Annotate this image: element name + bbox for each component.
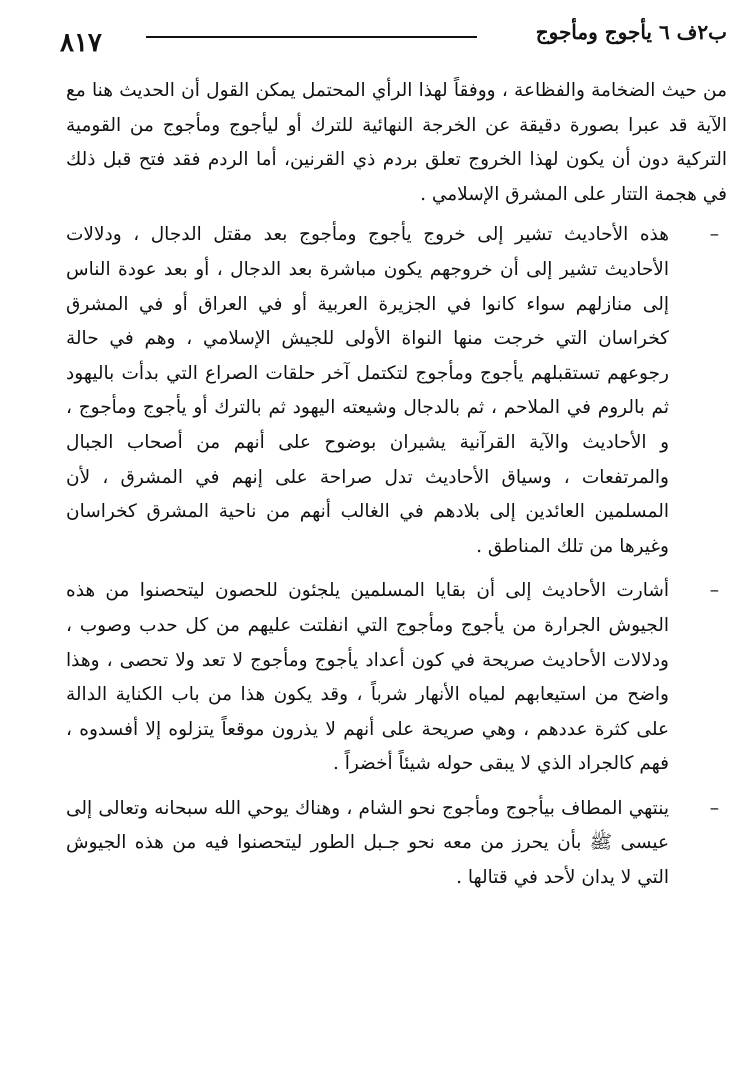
page-number: ٨١٧ [60, 28, 102, 58]
running-title: ب٢ف ٦ يأجوج ومأجوج [535, 20, 727, 44]
header-rule [146, 36, 477, 38]
bullet-text: ينتهي المطاف بيأجوج ومأجوج نحو الشام ، وهناك يوحي الله سبحانه وتعالى إلى عيسى ﷺ بأن يحرز من معه نحو جـبل الطور ليتحصنوا فيه من هذه الجيوش التي لا يدان لأحد في قتالها . [66, 797, 669, 889]
bullet-text: أشارت الأحاديث إلى أن بقايا المسلمين يلجئون للحصون ليتحصنوا من هذه الجيوش الجرارة من يأجوج ومأجوج التي انفلتت عليهم من كل حدب وصوب ، ودلالات الأحاديث صريحة في كون أعداد يأجوج ومأجوج لا تعد ولا تحصى ، وهذا واضح من استيعابهم لمياه الأنهار شرباً ، وقد يكون هذا من باب الكناية الدالة على كثرة عددهم ، وهي صريحة على أنهم لا يذرون موقعاً يتزلوه إلا أفسدوه ، فهم كالجراد الذي لا يبقى حوله شيئاً أخضراً . [66, 580, 669, 775]
bullet-item [66, 574, 727, 782]
page-body [66, 74, 727, 896]
bullet-dash: – [709, 224, 719, 246]
bullet-item [66, 792, 727, 896]
page-header [60, 16, 727, 56]
bullet-dash: – [709, 580, 719, 602]
bullet-dash: – [709, 797, 719, 819]
intro-paragraph: من حيث الضخامة والفظاعة ، ووفقاً لهذا الرأي المحتمل يمكن القول أن الحديث هنا مع الآية قد عبرا بصورة دقيقة عن الخرجة النهائية للترك أو ليأجوج ومأجوج من القومية التركية دون أن يكون لهذا الخروج تعلق بردم ذي القرنين، أما الردم فقد فتح قبل ذلك في هجمة التتار على المشرق الإسلامي . [66, 80, 727, 205]
bullet-text: هذه الأحاديث تشير إلى خروج يأجوج ومأجوج بعد مقتل الدجال ، ودلالات الأحاديث تشير إلى أن خروجهم يكون مباشرة بعد الدجال ، أو بعد عودة الناس إلى منازلهم سواء كانوا في الجزيرة العربية أو في العراق أو في المشرق كخراسان التي خرجت منها النواة الأولى للجيش الإسلامي ، وهم في حالة رجوعهم تستقبلهم يأجوج ومأجوج لتكتمل آخر حلقات الصراع التي بدأت باليهود ثم بالروم في الملاحم ، ثم بالدجال وشيعته اليهود ثم بالترك أو يأجوج ومأجوج ، و الأحاديث والآية القرآنية يشيران بوضوح على أنهم من أصحاب الجبال والمرتفعات ، وسياق الأحاديث تدل صراحة على إنهم في المشرق ، لأن المسلمين العائدين إلى بلادهم في الغالب أنهم من ناحية المشرق كخراسان وغيرها من تلك المناطق . [66, 224, 669, 557]
bullet-item [66, 218, 727, 564]
